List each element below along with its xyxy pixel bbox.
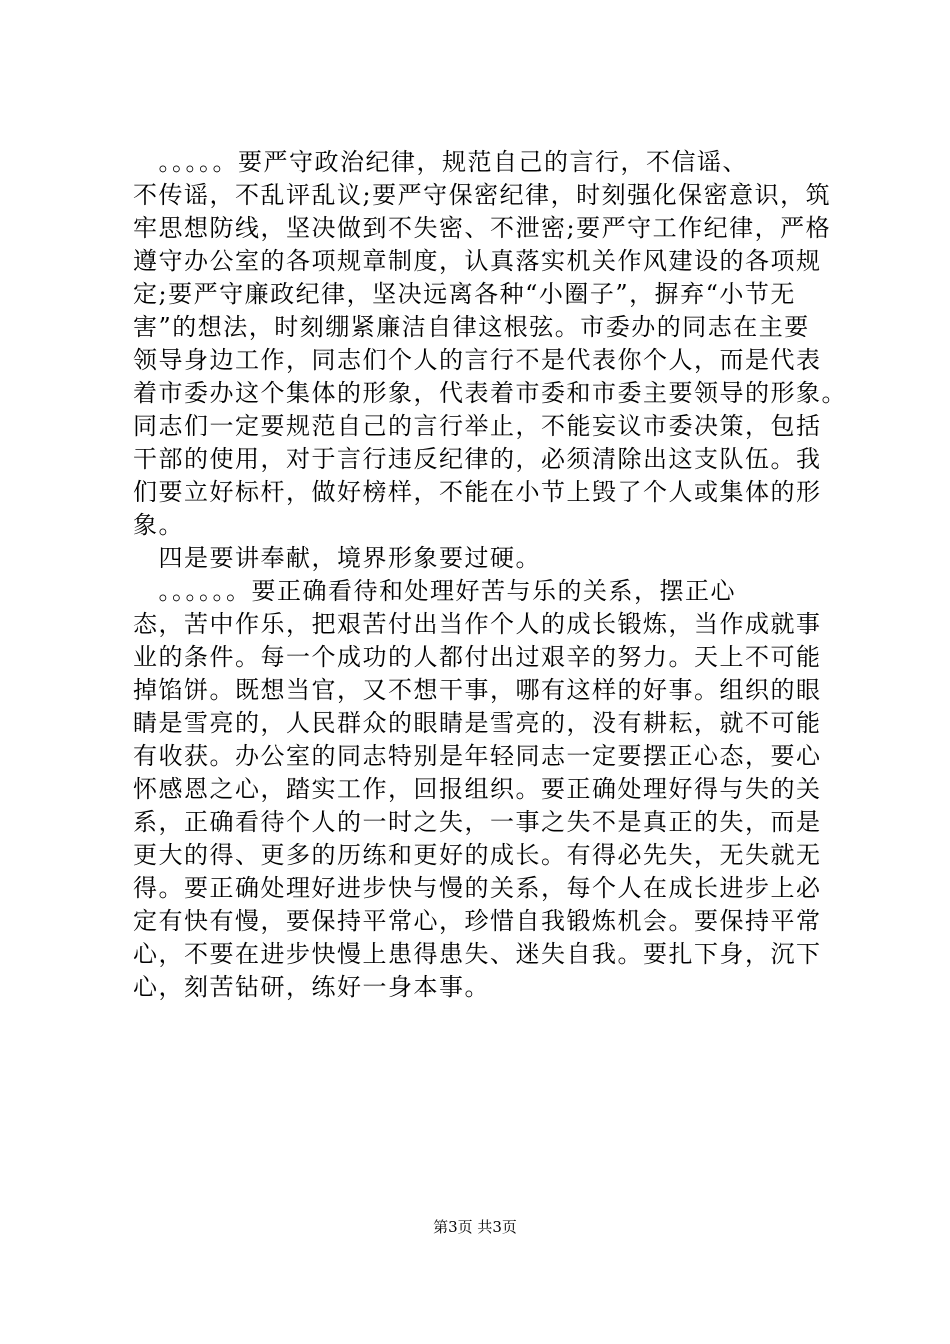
text-line: 遵守办公室的各项规章制度，认真落实机关作风建设的各项规 [133, 247, 822, 275]
text-line: 睛是雪亮的，人民群众的眼睛是雪亮的，没有耕耘，就不可能 [133, 709, 822, 737]
section-heading: 四是要讲奉献，境界形象要过硬。 [133, 544, 541, 572]
text-line: 系，正确看待个人的一时之失，一事之失不是真正的失，而是 [133, 808, 822, 836]
text-line: 定有快有慢，要保持平常心，珍惜自我锻炼机会。要保持平常 [133, 907, 822, 935]
text-line: 。。。。。要严守政治纪律，规范自己的言行，不信谣、 [133, 148, 748, 176]
text-line: 有收获。办公室的同志特别是年轻同志一定要摆正心态，要心 [133, 742, 822, 770]
text-line: 牢思想防线，坚决做到不失密、不泄密;要严守工作纪律，严格 [133, 214, 832, 242]
text-line: 干部的使用，对于言行违反纪律的，必须清除出这支队伍。我 [133, 445, 822, 473]
text-line: 不传谣，不乱评乱议;要严守保密纪律，时刻强化保密意识，筑 [133, 181, 832, 209]
text-line: 领导身边工作，同志们个人的言行不是代表你个人，而是代表 [133, 346, 822, 374]
text-line: 害”的想法，时刻绷紧廉洁自律这根弦。市委办的同志在主要 [133, 313, 810, 341]
text-line: 掉馅饼。既想当官，又不想干事，哪有这样的好事。组织的眼 [133, 676, 822, 704]
text-line: 。。。。。。要正确看待和处理好苦与乐的关系，摆正心 [133, 577, 736, 605]
page-number-footer: 第3页 共3页 [433, 1218, 517, 1236]
text-line: 象。 [133, 511, 184, 539]
text-line: 着市委办这个集体的形象，代表着市委和市委主要领导的形象。 [133, 379, 847, 407]
text-line: 更大的得、更多的历练和更好的成长。有得必先失，无失就无 [133, 841, 822, 869]
text-line: 心，刻苦钻研，练好一身本事。 [133, 973, 490, 1001]
text-line: 态，苦中作乐，把艰苦付出当作个人的成长锻炼，当作成就事 [133, 610, 822, 638]
text-line: 业的条件。每一个成功的人都付出过艰辛的努力。天上不可能 [133, 643, 822, 671]
text-line: 同志们一定要规范自己的言行举止，不能妄议市委决策，包括 [133, 412, 822, 440]
text-line: 怀感恩之心，踏实工作，回报组织。要正确处理好得与失的关 [133, 775, 822, 803]
text-line: 得。要正确处理好进步快与慢的关系，每个人在成长进步上必 [133, 874, 822, 902]
text-line: 心，不要在进步快慢上患得患失、迷失自我。要扎下身，沉下 [133, 940, 822, 968]
text-line: 定;要严守廉政纪律，坚决远离各种“小圈子”，摒弃“小节无 [133, 280, 796, 308]
body-text [133, 146, 847, 1004]
text-line: 们要立好标杆，做好榜样，不能在小节上毁了个人或集体的形 [133, 478, 822, 506]
